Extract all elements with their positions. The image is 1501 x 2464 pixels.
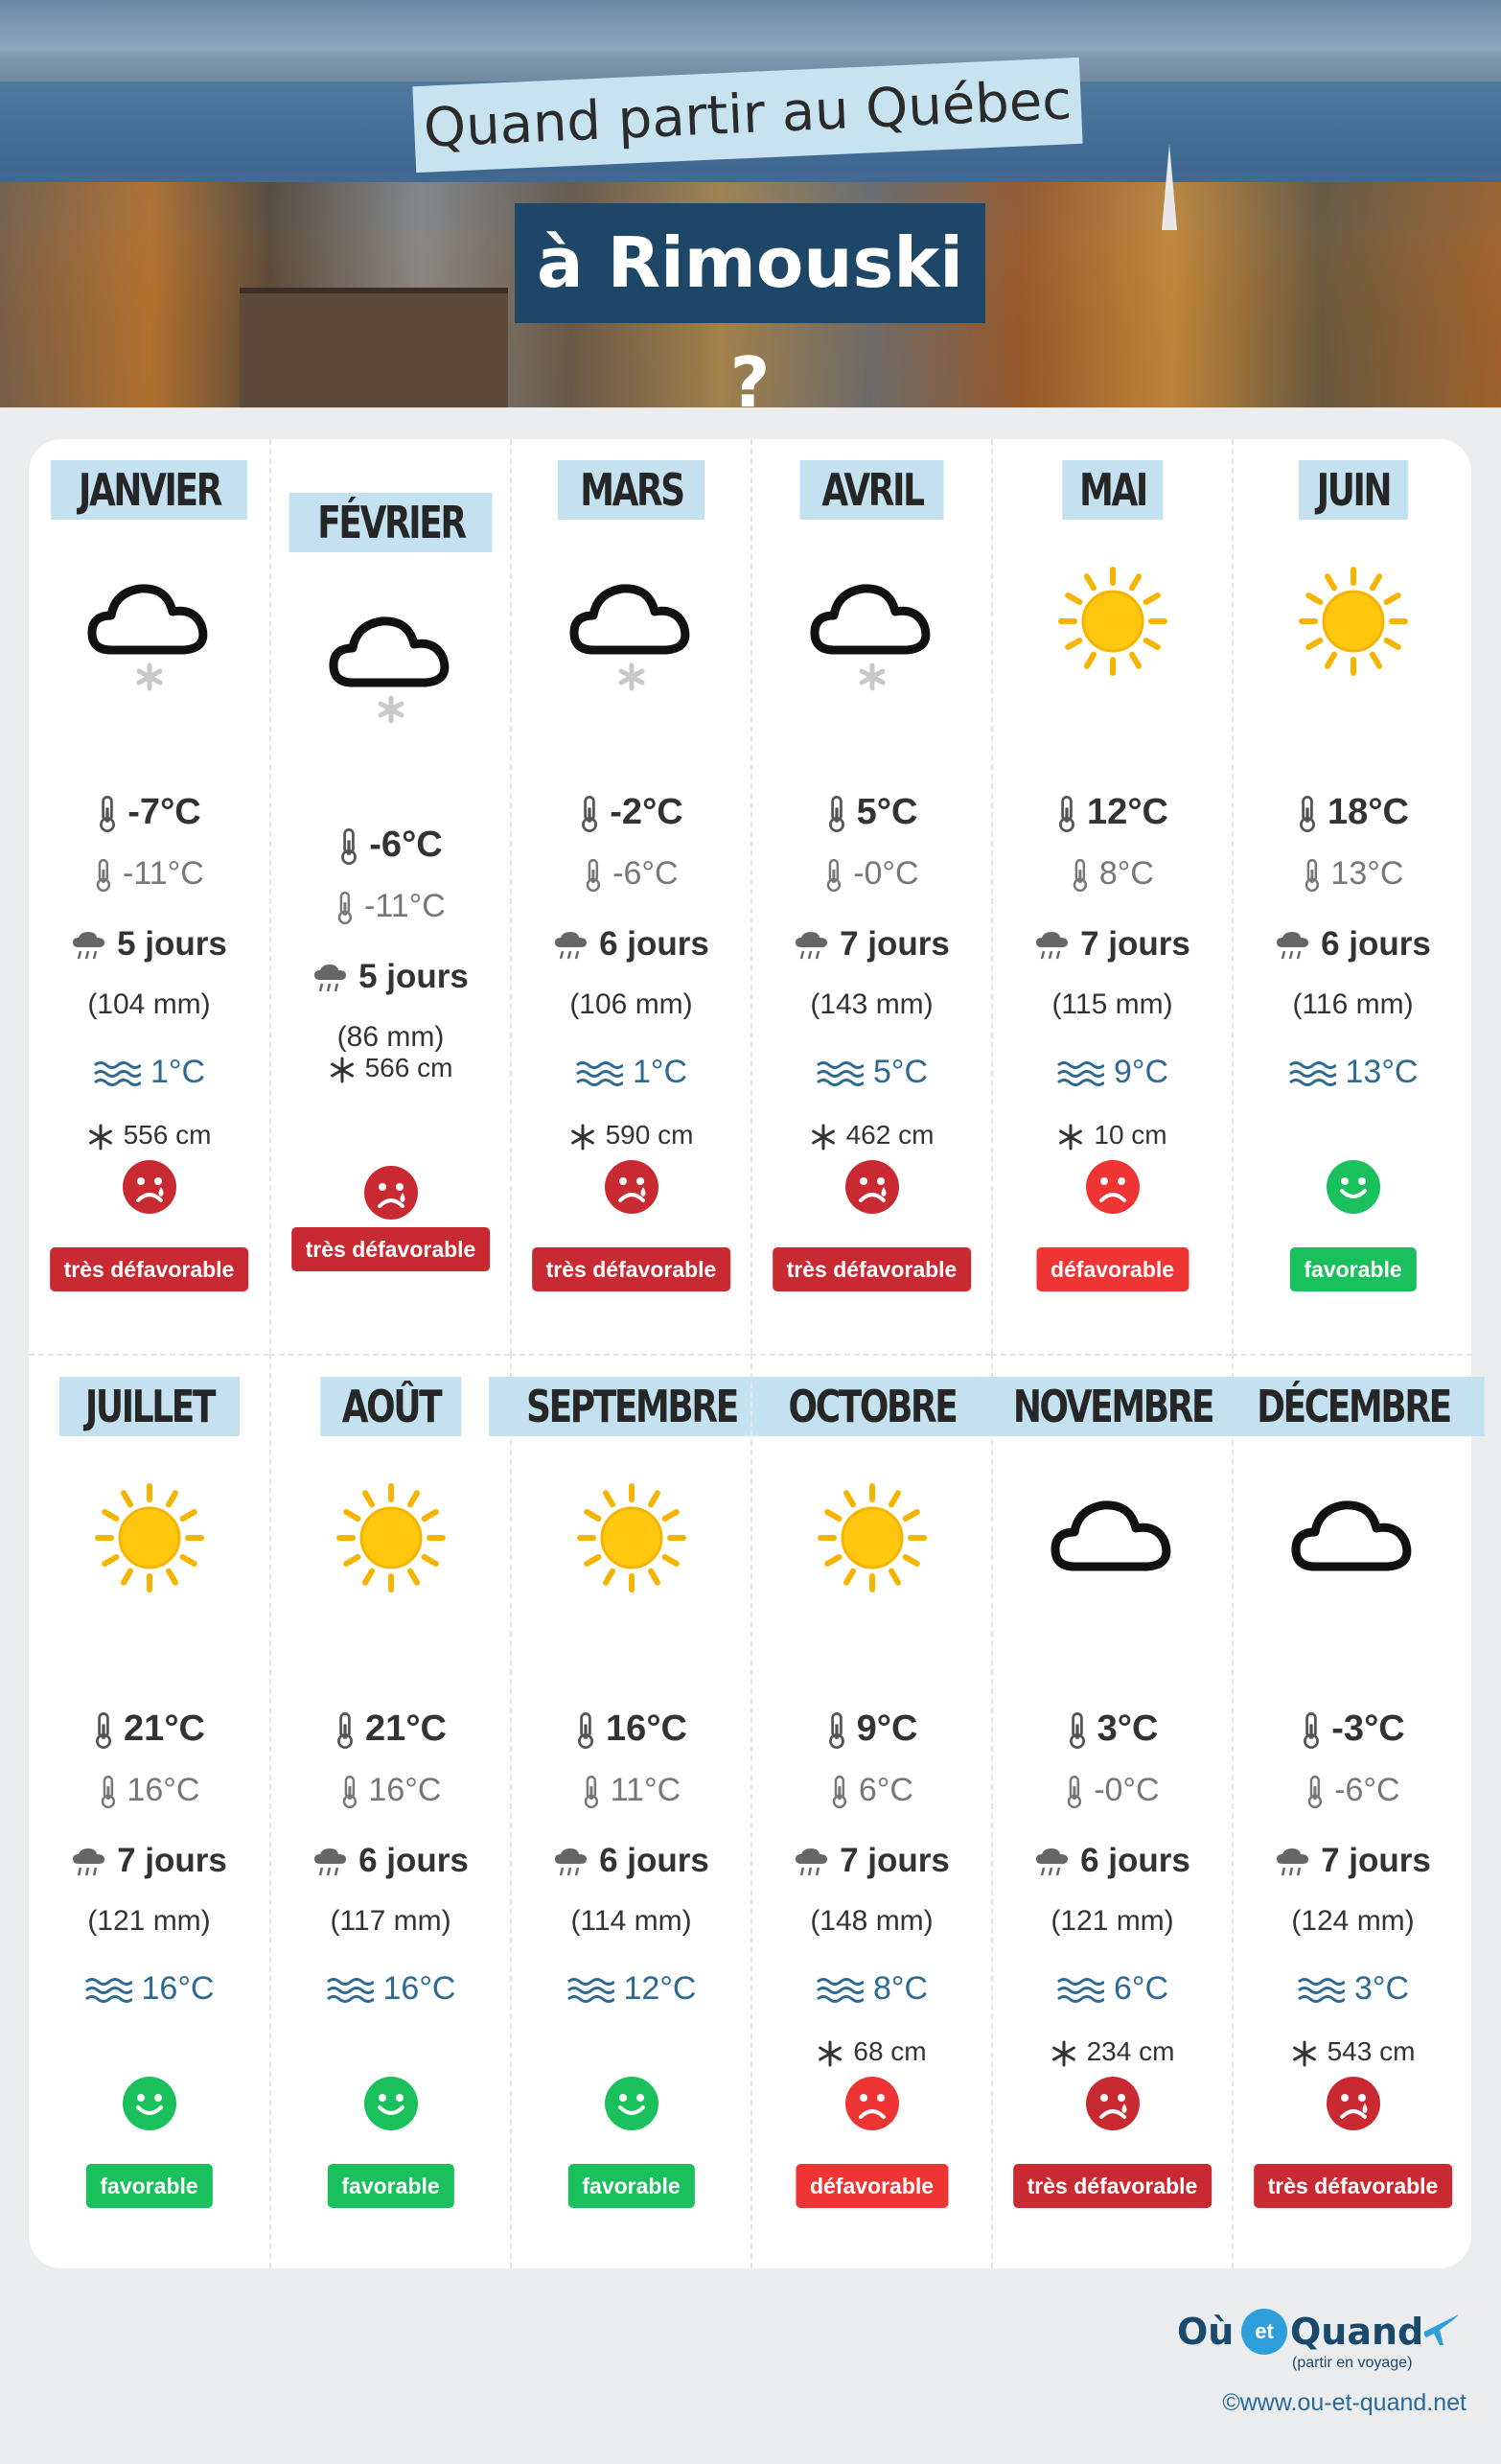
month-name: NOVEMBRE [977, 1377, 1248, 1436]
crying-face-icon [121, 1158, 178, 1216]
max-temperature: 5°C [752, 792, 991, 833]
min-temperature: 11°C [512, 1772, 750, 1809]
max-temperature: 12°C [993, 792, 1232, 833]
logo-tagline: (partir en voyage) [1292, 2355, 1413, 2371]
rain-amount: (116 mm) [1292, 988, 1414, 1020]
cloud-snow-icon [796, 545, 949, 698]
month-card [510, 439, 750, 1354]
happy-face-icon [603, 2075, 660, 2132]
happy-face-icon [121, 2075, 178, 2132]
rain-amount: (117 mm) [330, 1905, 451, 1937]
verdict-badge: favorable [327, 2164, 453, 2208]
copyright: ©www.ou-et-quand.net [1222, 2389, 1466, 2416]
month-card [991, 1354, 1232, 2268]
verdict-badge: défavorable [1036, 1247, 1189, 1291]
crying-face-icon [1084, 2075, 1142, 2132]
rain-days: 5 jours [29, 925, 269, 964]
sea-temperature: 5°C [752, 1054, 991, 1091]
max-temperature: 9°C [752, 1709, 991, 1750]
min-temperature: 16°C [271, 1772, 510, 1809]
rain-amount: (121 mm) [1051, 1905, 1174, 1937]
rain-amount: (124 mm) [1291, 1905, 1415, 1937]
month-card [269, 1354, 510, 2268]
max-temperature: 16°C [512, 1709, 750, 1750]
month-name: OCTOBRE [756, 1377, 986, 1436]
title-text-1: Quand partir au Québec [422, 69, 1074, 160]
verdict-badge: favorable [567, 2164, 694, 2208]
min-temperature: -0°C [752, 855, 991, 893]
rain-amount: (106 mm) [569, 988, 693, 1020]
rain-amount: (148 mm) [810, 1905, 934, 1937]
min-temperature: -6°C [512, 855, 750, 893]
rain-amount: (115 mm) [1051, 988, 1173, 1020]
rain-days: 7 jours [752, 1842, 991, 1880]
rain-amount: (86 mm) [336, 1021, 445, 1053]
sad-face-icon [1084, 1158, 1142, 1216]
verdict-badge: très défavorable [1013, 2164, 1212, 2208]
cloud-snow-icon [314, 577, 468, 731]
sea-temperature: 3°C [1234, 1970, 1472, 2008]
min-temperature: -11°C [271, 888, 510, 925]
rain-days: 6 jours [993, 1842, 1232, 1880]
title-text-2: à Rimouski ? [537, 222, 963, 423]
ou-et-quand-logo [1177, 2303, 1465, 2380]
rain-days: 5 jours [271, 958, 510, 996]
sun-icon [796, 1461, 949, 1615]
crying-face-icon [603, 1158, 660, 1216]
month-name: MARS [558, 460, 705, 520]
sun-icon [73, 1461, 226, 1615]
month-card [1232, 439, 1472, 1354]
rain-days: 6 jours [1234, 925, 1472, 964]
min-temperature: -6°C [1234, 1772, 1472, 1809]
months-grid [29, 439, 1471, 2268]
logo-ou: Où [1177, 2311, 1235, 2353]
month-name: JUILLET [58, 1377, 239, 1436]
min-temperature: 8°C [993, 855, 1232, 893]
month-name: DÉCEMBRE [1221, 1377, 1484, 1436]
snow-depth: 543 cm [1234, 2036, 1472, 2067]
rain-days: 7 jours [1234, 1842, 1472, 1880]
sun-icon [314, 1461, 468, 1615]
min-temperature: 16°C [29, 1772, 269, 1809]
month-name: JUIN [1298, 460, 1407, 520]
month-card [269, 439, 510, 1354]
max-temperature: -2°C [512, 792, 750, 833]
sea-temperature: 12°C [512, 1970, 750, 2008]
month-card [991, 439, 1232, 1354]
verdict-badge: favorable [1289, 1247, 1416, 1291]
month-name: FÉVRIER [289, 493, 493, 552]
crying-face-icon [843, 1158, 901, 1216]
rain-days: 6 jours [271, 1842, 510, 1880]
sun-icon [1277, 545, 1430, 698]
sun-icon [555, 1461, 708, 1615]
sea-temperature: 6°C [993, 1970, 1232, 2008]
min-temperature: -0°C [993, 1772, 1232, 1809]
title-line-2 [515, 203, 985, 423]
verdict-badge: défavorable [796, 2164, 948, 2208]
happy-face-icon [362, 2075, 420, 2132]
snow-depth: 10 cm [993, 1120, 1232, 1151]
month-card [29, 439, 269, 1354]
sea-temperature: 9°C [993, 1054, 1232, 1091]
logo-quand: Quand [1290, 2311, 1424, 2353]
max-temperature: 18°C [1234, 792, 1472, 833]
cloud-snow-icon [73, 545, 226, 698]
verdict-badge: très défavorable [291, 1227, 491, 1271]
snow-depth: 234 cm [993, 2036, 1232, 2067]
crying-face-icon [1325, 2075, 1382, 2132]
rain-days: 6 jours [512, 1842, 750, 1880]
max-temperature: 21°C [271, 1709, 510, 1750]
sad-face-icon [843, 2075, 901, 2132]
verdict-badge: très défavorable [532, 1247, 731, 1291]
rain-days: 7 jours [752, 925, 991, 964]
month-name: AVRIL [799, 460, 944, 520]
month-card [750, 1354, 991, 2268]
rain-amount: (104 mm) [87, 988, 211, 1020]
sea-temperature: 13°C [1234, 1054, 1472, 1091]
month-card [1232, 1354, 1472, 2268]
crying-face-icon [362, 1164, 420, 1221]
min-temperature: -11°C [29, 855, 269, 893]
verdict-badge: favorable [85, 2164, 212, 2208]
max-temperature: 21°C [29, 1709, 269, 1750]
verdict-badge: très défavorable [1254, 2164, 1453, 2208]
month-name: AOÛT [320, 1377, 461, 1436]
rain-amount: (143 mm) [810, 988, 934, 1020]
snow-depth: 462 cm [752, 1120, 991, 1151]
rain-amount: (121 mm) [87, 1905, 211, 1937]
rain-days: 7 jours [993, 925, 1232, 964]
sea-temperature: 1°C [29, 1054, 269, 1091]
snow-depth: 590 cm [512, 1120, 750, 1151]
month-name: SEPTEMBRE [489, 1377, 774, 1436]
verdict-badge: très défavorable [50, 1247, 249, 1291]
max-temperature: -6°C [271, 825, 510, 866]
snow-depth: 556 cm [29, 1120, 269, 1151]
rain-amount: (114 mm) [570, 1905, 692, 1937]
min-temperature: 6°C [752, 1772, 991, 1809]
snow-depth: 68 cm [752, 2036, 991, 2067]
sun-icon [1036, 545, 1189, 698]
max-temperature: -7°C [29, 792, 269, 833]
month-card [750, 439, 991, 1354]
cloud-icon [1036, 1461, 1189, 1615]
rain-days: 6 jours [512, 925, 750, 964]
plane-icon [1420, 2307, 1463, 2349]
min-temperature: 13°C [1234, 855, 1472, 893]
cloud-icon [1277, 1461, 1430, 1615]
verdict-badge: très défavorable [773, 1247, 972, 1291]
month-name: JANVIER [51, 460, 248, 520]
month-name: MAI [1062, 460, 1164, 520]
max-temperature: -3°C [1234, 1709, 1472, 1750]
sea-temperature: 8°C [752, 1970, 991, 2008]
sea-temperature: 1°C [512, 1054, 750, 1091]
snow-depth: 566 cm [271, 1053, 510, 1083]
sea-temperature: 16°C [29, 1970, 269, 2008]
month-card [510, 1354, 750, 2268]
happy-face-icon [1325, 1158, 1382, 1216]
logo-et: et [1241, 2309, 1287, 2355]
month-card [29, 1354, 269, 2268]
max-temperature: 3°C [993, 1709, 1232, 1750]
cloud-snow-icon [555, 545, 708, 698]
sea-temperature: 16°C [271, 1970, 510, 2008]
rain-days: 7 jours [29, 1842, 269, 1880]
